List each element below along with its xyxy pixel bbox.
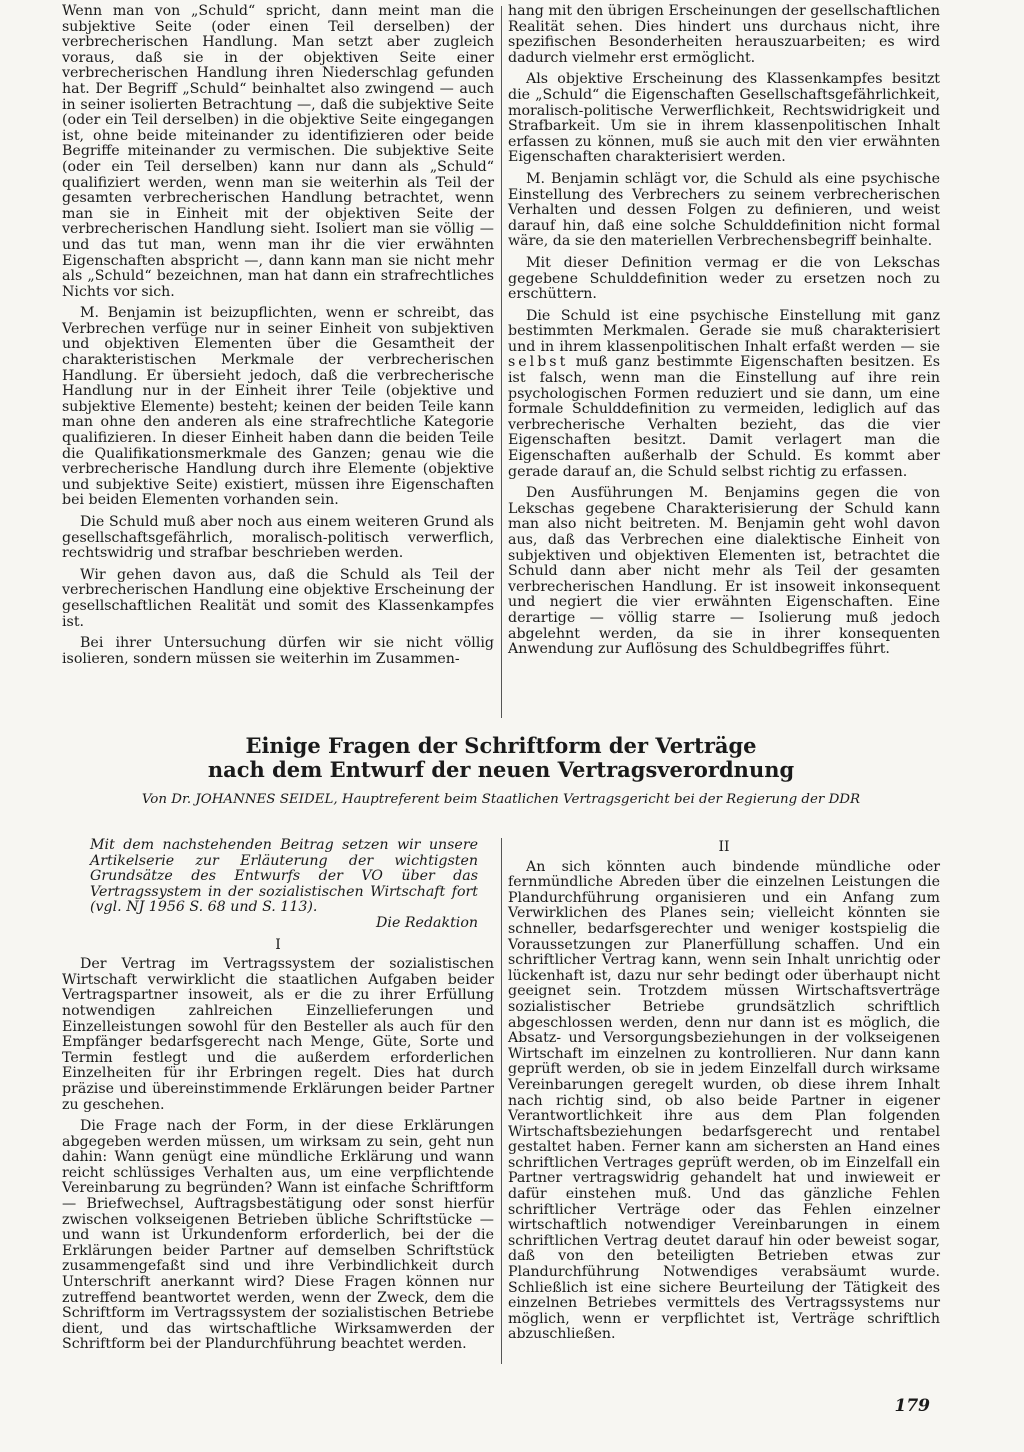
emphasized-word: selbst [508, 354, 569, 371]
title-line-1: Einige Fragen der Schriftform der Verträge [245, 733, 757, 758]
paragraph: M. Benjamin schlägt vor, die Schuld als eine psychische Einstellung des Verbrechers zu seinem verbrecherischen Verhalten und dessen Folgen zu definieren, und weist darauf hin, daß eine solche Schulddefinition nicht formal wäre, da sie den materiellen Verbrechensbegriff beinhalte. [508, 170, 940, 250]
article-title [62, 734, 940, 782]
column-divider [501, 6, 502, 718]
byline: Von Dr. JOHANNES SEIDEL, Hauptreferent beim Staatlichen Vertragsgericht bei der Regierung der DDR [141, 792, 861, 807]
paragraph: Wenn man von „Schuld“ spricht, dann meint man die subjektive Seite (oder einen Teil derselben) der verbrecherischen Handlung. Man setzt aber zugleich voraus, daß sie in der objektiven Seite einer verbrecherischen Handlung ihren Niederschlag gefunden hat. Der Begriff „Schuld“ beinhaltet also zwingend — auch in seiner isolierten Betrachtung —, daß die subjektive Seite (oder ein Teil derselben) in die objektive Seite eingegangen ist, ohne beide miteinander zu identifizieren oder beide Begriffe miteinander zu vermischen. Die subjektive Seite (oder ein Teil derselben) kann nur dann als „Schuld“ qualifiziert werden, wenn man sie weiterhin als Teil der gesamten verbrecherischen Handlung betrachtet, wenn man sie in Einheit mit der objektiven Seite der verbrecherischen Handlung sieht. Isoliert man sie völlig — und das tut man, wenn man ihr die vier erwähnten Eigenschaften abspricht —, dann kann man sie nicht mehr als „Schuld“ bezeichnen, man hat dann ein strafrechtliches Nichts vor sich. [62, 3, 494, 300]
top-left-column [62, 4, 494, 673]
paragraph [508, 309, 940, 481]
paragraph: Der Vertrag im Vertragssystem der sozialistischen Wirtschaft verwirklicht die staatlichen Aufgaben beider Vertragspartner insoweit, als er die zu ihrer Erfüllung notwendigen zahlreichen Einzellieferungen und Einzelleistungen sowohl für den Besteller als auch für den Empfänger bedarfsgerecht nach Menge, Güte, Sorte und Termin festlegt und die außerdem erforderlichen Einzelheiten für ihr Erbringen regelt. Dies hat durch präzise und übereinstimmende Erklärungen beider Partner zu geschehen. [62, 956, 494, 1113]
paragraph: M. Benjamin ist beizupflichten, wenn er schreibt, das Verbrechen verfüge nur in seiner Einheit von subjektiven und objektiven Elementen über die Gesamtheit der charakteristischen Merkmale der verbrecherischen Handlung. Er übersieht jedoch, daß die verbrecherische Handlung nur in der Einheit ihrer Teile (objektive und subjektive Elemente) besteht; keinen der beiden Teile kann man ohne den anderen als eine strafrechtliche Kategorie qualifizieren. In dieser Einheit haben dann die beiden Teile die Qualifikationsmerkmale des Ganzen; genau wie die verbrecherische Handlung durch ihre Elemente (objektive und subjektive Seite) existiert, müssen ihre Eigenschaften bei beiden Elementen vorhanden sein. [62, 305, 494, 509]
paragraph: Den Ausführungen M. Benjamins gegen die von Lekschas gegebene Charakterisierung der Schuld kann man also nicht beitreten. M. Benjamin geht wohl davon aus, daß das Verbrechen eine dialektische Einheit von subjektiven und objektiven Elementen ist, betrachtet die Schuld dann aber nicht mehr als Teil der gesamten verbrecherischen Handlung. Er ist insoweit inkonsequent und negiert die vier erwähnten Eigenschaften. Eine derartige — völlig starre — Isolierung muß jedoch abgelehnt werden, da sie in ihrer konsequenten Anwendung zur Auflösung des Schuldbegriffes führt. [508, 485, 940, 658]
bottom-right-column [508, 838, 940, 1349]
top-right-column [508, 4, 940, 664]
paragraph: Die Frage nach der Form, in der diese Erklärungen abgegeben werden müssen, um wirksam zu sein, geht nun dahin: Wann genügt eine mündliche Erklärung und wann reicht schlüssiges Verhalten aus, um eine verpflichtende Vereinbarung zu begründen? Wann ist einfache Schriftform — Briefwechsel, Auftragsbestätigung oder sonst hierfür zwischen volkseigenen Betrieben übliche Schriftstücke — und wann ist Urkundenform erforderlich, bei der die Erklärungen beider Partner auf demselben Schriftstück zusammengefaßt sind und ihre Verbindlichkeit durch Unterschrift anerkannt wird? Diese Fragen können nur zutreffend beantwortet werden, wenn der Zweck, dem die Schriftform im Vertragssystem der sozialistischen Betriebe dient, und das wirtschaftliche Wirksamwerden der Schriftform bei der Plandurchführung beachtet werden. [62, 1118, 494, 1353]
section-heading: II [718, 839, 730, 855]
intro-text: Mit dem nachstehenden Beitrag setzen wir unsere Artikelserie zur Erläuterung der wichtigsten Grundsätze des Entwurfs der VO über das Vertragssystem in der sozialistischen Wirtschaft fort (vgl. NJ 1956 S. 68 und S. 113). [90, 837, 478, 916]
paragraph: An sich könnten auch bindende mündliche oder fernmündliche Abreden über die einzelnen Leistungen die Plandurchführung organisieren und ein Anfang zum Verwirklichen des Planes sein; vielleicht könnten sie schneller, bedarfsgerechter und weniger kostspielig die Voraussetzungen zur Planerfüllung schaffen. Und ein schriftlicher Vertrag kann, wenn sein Inhalt unrichtig oder lückenhaft ist, dazu nur sehr bedingt oder überhaupt nicht geeignet sein. Trotzdem müssen Wirtschaftsverträge sozialistischer Betriebe grundsätzlich schriftlich abgeschlossen werden, denn nur dann ist es möglich, die Absatz- und Versorgungsbeziehungen in der volkseigenen Wirtschaft im einzelnen zu kontrollieren. Nur dann kann geprüft werden, ob sie in jedem Einzelfall durch wirksame Vereinbarungen geregelt wurden, ob diese ihrem Inhalt nach richtig sind, ob also beide Partner in eigener Verantwortlichkeit ihre aus dem Plan folgenden Wirtschaftsbeziehungen bedarfsgerecht und rentabel gestaltet haben. Ferner kann am sichersten an Hand eines schriftlichen Vertrages geprüft werden, ob im Einzelfall ein Partner vertragswidrig gehandelt hat und inwieweit er dafür einstehen muß. Und das gänzliche Fehlen schriftlicher Verträge oder das Fehlen einzelner wirtschaftlich notwendiger Vereinbarungen in einem schriftlichen Vertrag deutet darauf hin oder beweist sogar, daß von den beteiligten Betrieben etwas zur Plandurchführung Notwendiges verabsäumt wurde. Schließlich ist eine sichere Beurteilung der Tätigkeit des einzelnen Betriebes vermittels des Vertragssystems nur möglich, wenn er verpflichtet ist, Verträge schriftlich abzuschließen. [508, 858, 940, 1343]
title-line-2: nach dem Entwurf der neuen Vertragsverordnung [207, 757, 795, 782]
paragraph-part: Die Schuld ist eine psychische Einstellung mit ganz bestimmten Merkmalen. Gerade sie muß charakterisiert und in ihrem klassenpolitischen Inhalt erfaßt werden — sie [508, 307, 940, 355]
paragraph: Die Schuld muß aber noch aus einem weiteren Grund als gesellschaftsgefährlich, moralisch-politisch verwerflich, rechtswidrig und strafbar beschrieben werden. [62, 514, 494, 562]
paragraph: Wir gehen davon aus, daß die Schuld als Teil der verbrecherischen Handlung eine objektive Erscheinung der gesellschaftlichen Realität und somit des Klassenkampfes ist. [62, 566, 494, 630]
bottom-left-column [62, 838, 494, 1359]
column-divider [501, 838, 502, 1364]
section-heading: I [275, 936, 281, 953]
paragraph: hang mit den übrigen Erscheinungen der gesellschaftlichen Realität sehen. Dies hindert uns durchaus nicht, ihre spezifischen Besonderheiten herauszuarbeiten; es wird dadurch vielmehr erst ermöglicht. [508, 3, 940, 66]
paragraph: Mit dieser Definition vermag er die von Lekschas gegebene Schulddefinition weder zu ersetzen noch zu erschüttern. [508, 254, 940, 303]
editorial-intro [62, 838, 494, 932]
paragraph: Als objektive Erscheinung des Klassenkampfes besitzt die „Schuld“ die Eigenschaften Gesellschaftsgefährlichkeit, moralisch-politische Verwerflichkeit, Rechtswidrigkeit und Strafbarkeit. Um sie in ihrem klassenpolitischen Inhalt erfassen zu können, muß sie auch mit den vier erwähnten Eigenschaften charakterisiert werden. [508, 71, 940, 166]
paragraph-part: muß ganz bestimmte Eigenschaften besitzen. Es ist falsch, wenn man die Einstellung auf ihre rein psychologischen Formen reduziert und sie dann, um eine formale Schulddefinition zu vermeiden, lediglich auf das verbrecherische Verhalten bezieht, das die vier Eigenschaften besitzt. Damit verlagert man die Eigenschaften außerhalb der Schuld. Es kommt aber gerade darauf an, die Schuld selbst richtig zu erfassen. [508, 354, 940, 480]
editorial-signature: Die Redaktion [376, 914, 478, 931]
page-number: 179 [894, 1396, 930, 1416]
paragraph: Bei ihrer Untersuchung dürfen wir sie nicht völlig isolieren, sondern müssen sie weiterhin im Zusammen- [62, 635, 494, 667]
